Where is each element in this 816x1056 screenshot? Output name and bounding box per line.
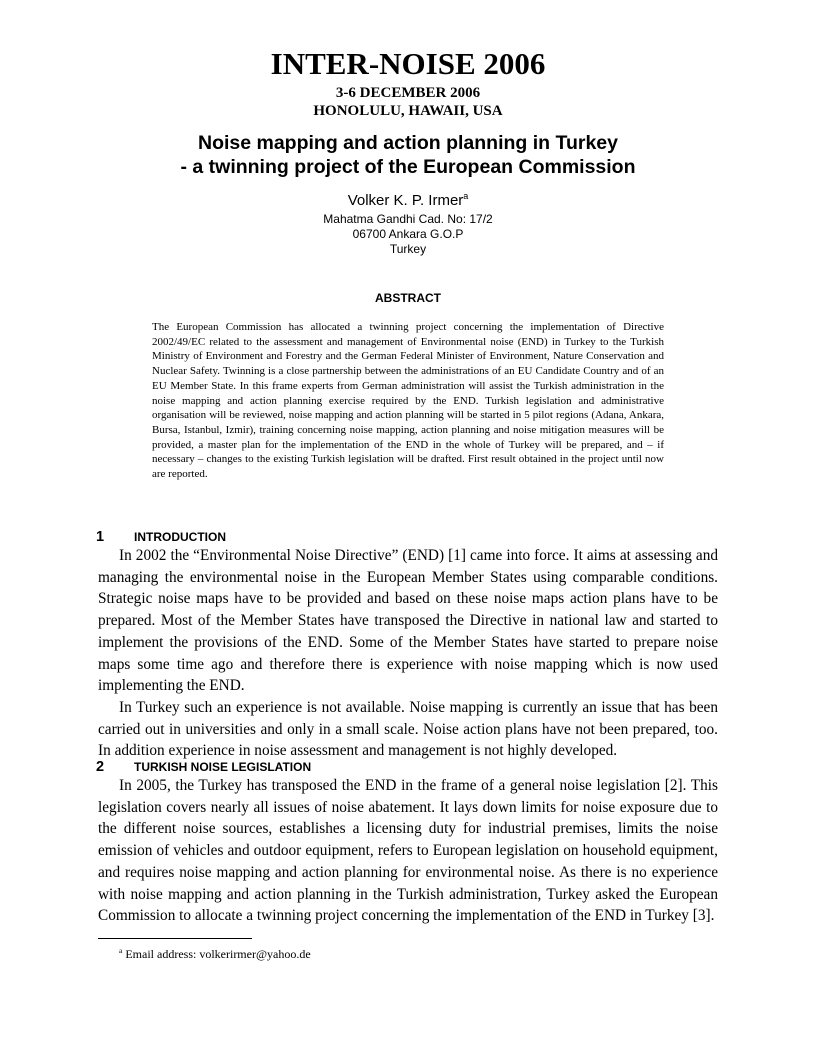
section-body-legislation (98, 775, 718, 927)
conference-location: HONOLULU, HAWAII, USA (313, 103, 503, 119)
footnote-text: Email address: volkerirmer@yahoo.de (125, 947, 311, 961)
paragraph: In 2005, the Turkey has transposed the END in the frame of a general noise legislation [2]. This legislation covers nearly all issues of noise abatement. It lays down limits for noise exposure due to the different noise sources, establishes a licensing duty for industrial premises, limits the noise emission of vehicles and outdoor equipment, refers to European legislation on household equipment, and requires noise mapping and action planning for environmental noise. As there is no experience with noise mapping and action planning in the Turkish administration, Turkey asked the European Commission to allocate a twinning project concerning the implementation of the END in Turkey [3]. (98, 777, 718, 925)
author-address-line3: Turkey (389, 242, 427, 256)
section-heading-turkish-noise-legislation (96, 759, 700, 775)
paper-title-line1: Noise mapping and action planning in Turkey (197, 132, 618, 154)
section-number: 1 (96, 529, 105, 545)
abstract-heading: ABSTRACT (375, 291, 441, 305)
footnote (119, 947, 311, 961)
section-title: TURKISH NOISE LEGISLATION (134, 760, 312, 774)
section-title: INTRODUCTION (134, 530, 226, 544)
conference-title: INTER-NOISE 2006 (270, 46, 546, 81)
conference-dates: 3-6 DECEMBER 2006 (335, 85, 481, 101)
section-heading-introduction (96, 529, 700, 545)
section-body-introduction (98, 545, 718, 762)
author-footnote-marker: a (463, 191, 469, 201)
abstract-text: The European Commission has allocated a twinning project concerning the implementation of Directive 2002/49/EC related to the assessment and management of Environmental noise (END) in Turkey to the Turkish Ministry of Environment and Forestry and the German Federal Minister of Environment, Nature Conservation and Nuclear Safety. Twinning is a close partnership between the administrations of an EU Candidate Country and of an EU Member State. In this frame experts from German administration will assist the Turkish administration in the noise mapping and action planning exercise required by the END. Turkish legislation and administrative organisation will be reviewed, noise mapping and action planning will be started in 5 pilot regions (Adana, Ankara, Bursa, Istanbul, Izmir), training concerning noise mapping, action planning and noise mitigation measures will be provided, a master plan for the implementation of the END in the whole of Turkey will be prepared, and – if necessary – changes to the existing Turkish legislation will be drafted. First result obtained in the project until now are reported. (152, 321, 664, 481)
footnote-marker: a (119, 946, 123, 955)
footnote-divider (98, 938, 252, 939)
author-block (0, 192, 816, 210)
author-address-line2: 06700 Ankara G.O.P (352, 227, 464, 241)
author-address-line1: Mahatma Gandhi Cad. No: 17/2 (323, 212, 493, 226)
section-number: 2 (96, 759, 105, 775)
paper-title-line2: - a twinning project of the European Commission (180, 156, 636, 178)
paragraph: In 2002 the “Environmental Noise Directive” (END) [1] came into force. It aims at assessing and managing the environmental noise in the European Member States using comparable conditions. Strategic noise maps have to be provided and based on these noise maps action plans have to be prepared. Most of the Member States have transposed the Directive in national law and started to implement the provisions of the END. Some of the Member States have started to prepare noise maps some time ago and therefore there is experience with noise mapping which is now used implementing the END. (98, 547, 718, 695)
paragraph: In Turkey such an experience is not available. Noise mapping is currently an issue that has been carried out in universities and only in a small scale. Noise action plans have not been prepared, too. In addition experience in noise assessment and management is not highly developed. (98, 698, 718, 760)
author-name: Volker K. P. Irmer (347, 192, 464, 209)
